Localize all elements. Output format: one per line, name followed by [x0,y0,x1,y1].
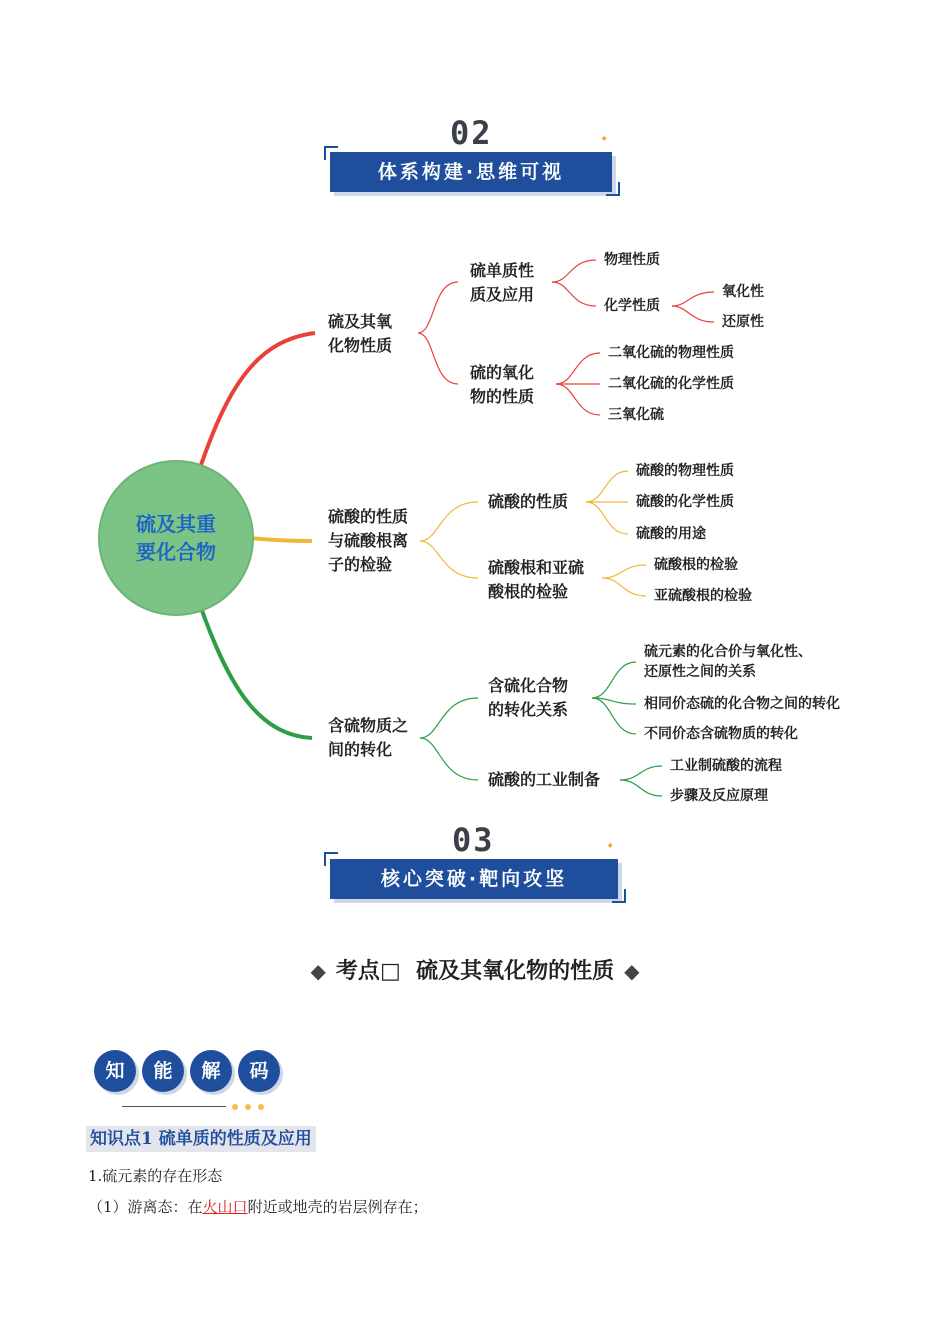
diamond-icon: ◆ [624,959,640,983]
banner-bracket-right [612,889,626,903]
leaf-valence-relation: 硫元素的化合价与氧化性、 还原性之间的关系 [644,644,812,680]
center-line-1: 硫及其重 [136,512,216,536]
decorative-line [122,1106,226,1107]
branch-1-sub-1: 硫单质性 质及应用 [470,261,535,304]
branch-3-sub-2: 硫酸的工业制备 [488,770,601,789]
paragraph-1: 1.硫元素的存在形态 [88,1167,223,1185]
badge-neng: 能 [142,1050,184,1092]
sparkle-icon: ✦ [606,841,615,852]
section-banner-03: 核心突破·靶向攻坚 [330,859,618,899]
leaf-h2so4-chemical: 硫酸的化学性质 [636,494,734,510]
paragraph-2: （1）游离态：在火山口附近或地壳的岩层例存在； [88,1198,428,1216]
badge-ma: 码 [238,1050,280,1092]
leaf-h2so4-uses: 硫酸的用途 [636,526,706,542]
leaf-h2so4-physical: 硫酸的物理性质 [636,463,734,479]
branch-3-sub-1: 含硫化合物 的转化关系 [488,676,569,719]
section-banner-02: 体系构建·思维可视 [330,152,612,192]
decorative-dot [258,1104,264,1110]
section-number-03: 03 [452,821,495,859]
badge-zhi: 知 [94,1050,136,1092]
leaf-physical: 物理性质 [604,252,660,268]
leaf-so3: 三氧化硫 [608,407,664,423]
leaf-chemical: 化学性质 [604,298,660,314]
section-number-02: 02 [450,114,493,152]
highlighted-term: 火山口 [202,1198,248,1216]
branch-2-sub-2: 硫酸根和亚硫 酸根的检验 [488,558,585,601]
branch-2-label: 硫酸的性质 与硫酸根离 子的检验 [328,507,409,574]
leaf-so2-physical: 二氧化硫的物理性质 [608,345,734,361]
kaodian-heading: ◆ 考点□ 硫及其氧化物的性质 ◆ [310,959,640,984]
branch-2-sub-1: 硫酸的性质 [488,492,569,511]
leaf-same-valence: 相同价态硫的化合物之间的转化 [644,696,840,712]
leaf-steps-principle: 步骤及反应原理 [670,788,768,804]
badge-jie: 解 [190,1050,232,1092]
mindmap-center-node [98,460,254,616]
branch-1-sub-2: 硫的氧化 物的性质 [470,363,535,406]
leaf-reducing: 还原性 [722,314,764,330]
leaf-sulfite-test: 亚硫酸根的检验 [654,588,752,604]
diamond-icon: ◆ [310,959,326,983]
leaf-industrial-flow: 工业制硫酸的流程 [670,758,782,774]
decorative-dot [232,1104,238,1110]
decorative-dot [245,1104,251,1110]
center-line-2: 要化合物 [136,540,216,564]
branch-3-label: 含硫物质之 间的转化 [328,716,409,759]
knowledge-point-heading: 知识点1 硫单质的性质及应用 [86,1126,316,1152]
leaf-diff-valence: 不同价态含硫物质的转化 [644,726,798,742]
sparkle-icon: ✦ [600,134,609,145]
leaf-sulfate-test: 硫酸根的检验 [654,557,738,573]
leaf-so2-chemical: 二氧化硫的化学性质 [608,376,734,392]
branch-1-label: 硫及其氧 化物性质 [328,312,393,355]
leaf-oxidizing: 氧化性 [722,284,764,300]
